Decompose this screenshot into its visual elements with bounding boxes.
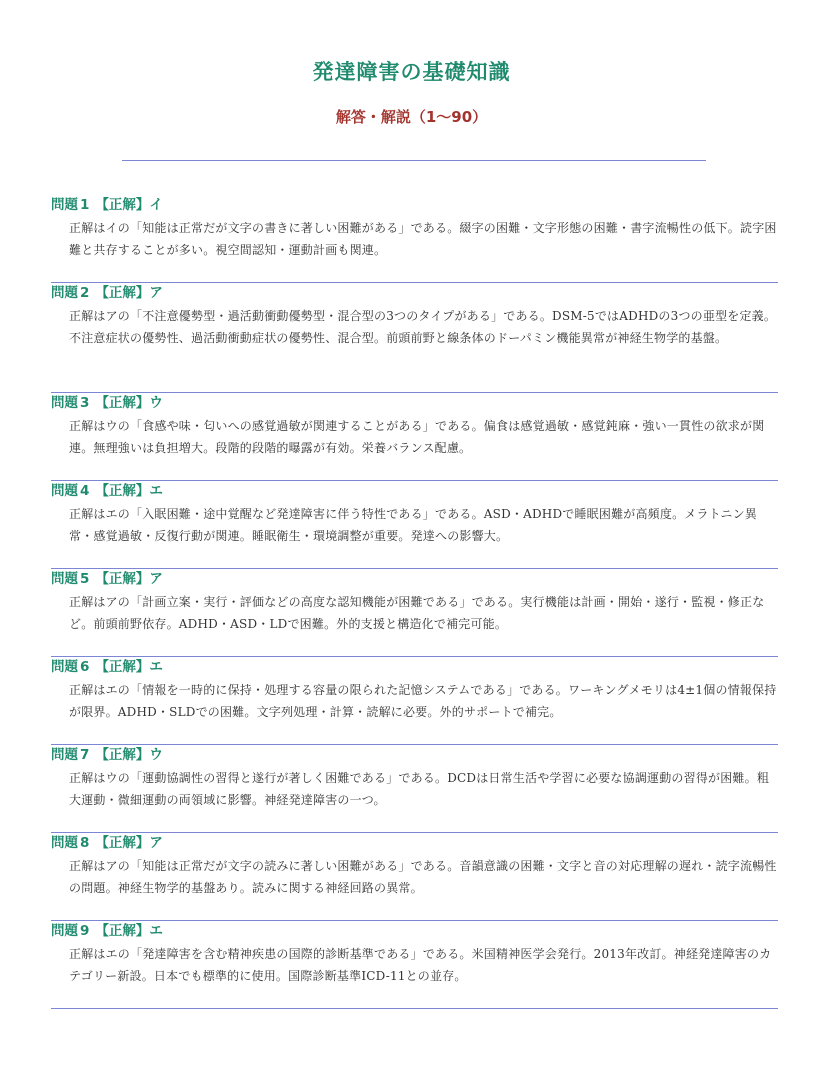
- question-number: 5: [80, 571, 90, 587]
- explanation-text: 正解はエの「情報を一時的に保持・処理する容量の限られた記憶システムである」である。ワーキングメモリは4±1個の情報保持が限界。ADHD・SLDでの困難。文字列処理・計算・読解に必要。外的サポートで補完。: [69, 683, 777, 719]
- answer-heading: [51, 394, 778, 414]
- correct-answer-tag: 【正解】エ: [95, 659, 163, 675]
- explanation-text: 正解はエの「入眠困難・途中覚醒など発達障害に伴う特性である」である。ASD・ADHDで睡眠困難が高頻度。メラトニン異常・感覚過敏・反復行動が関連。睡眠衛生・環境調整が重要。発達への影響大。: [69, 507, 758, 543]
- document-title: 発達障害の基礎知識: [312, 60, 511, 84]
- explanation-text: 正解はウの「運動協調性の習得と遂行が著しく困難である」である。DCDは日常生活や学習に必要な協調運動の習得が困難。粗大運動・微細運動の両領域に影響。神経発達障害の一つ。: [69, 771, 770, 807]
- question-label: 問題: [51, 923, 78, 939]
- question-number: 9: [80, 923, 90, 939]
- answer-heading: [51, 284, 778, 304]
- question-number: 1: [80, 197, 90, 213]
- answer-item-3: [51, 393, 778, 481]
- question-label: 問題: [51, 285, 78, 301]
- answer-item-8: [51, 833, 778, 921]
- correct-answer-tag: 【正解】ア: [95, 835, 163, 851]
- answer-heading: [51, 482, 778, 502]
- correct-answer-tag: 【正解】イ: [95, 197, 163, 213]
- answer-heading: [51, 922, 778, 942]
- answer-heading: [51, 570, 778, 590]
- answer-item-2: [51, 283, 778, 393]
- question-label: 問題: [51, 483, 78, 499]
- question-number: 6: [80, 659, 90, 675]
- answer-list: [51, 195, 778, 1009]
- document-subtitle: 解答・解説（1〜90）: [335, 108, 488, 126]
- question-number: 7: [80, 747, 90, 763]
- question-number: 4: [80, 483, 90, 499]
- correct-answer-tag: 【正解】ウ: [95, 395, 163, 411]
- answer-item-5: [51, 569, 778, 657]
- question-label: 問題: [51, 197, 78, 213]
- answer-item-7: [51, 745, 778, 833]
- correct-answer-tag: 【正解】エ: [95, 923, 163, 939]
- question-label: 問題: [51, 835, 78, 851]
- answer-heading: [51, 834, 778, 854]
- answer-heading: [51, 746, 778, 766]
- question-number: 8: [80, 835, 90, 851]
- question-label: 問題: [51, 395, 78, 411]
- question-number: 3: [80, 395, 90, 411]
- answer-heading: [51, 658, 778, 678]
- answer-item-4: [51, 481, 778, 569]
- answer-item-9: [51, 921, 778, 1009]
- question-label: 問題: [51, 747, 78, 763]
- correct-answer-tag: 【正解】ア: [95, 571, 163, 587]
- title-divider: [122, 160, 706, 161]
- question-label: 問題: [51, 659, 78, 675]
- question-label: 問題: [51, 571, 78, 587]
- correct-answer-tag: 【正解】ウ: [95, 747, 163, 763]
- answer-heading: [51, 196, 778, 216]
- explanation-text: 正解はエの「発達障害を含む精神疾患の国際的診断基準である」である。米国精神医学会発行。2013年改訂。神経発達障害のカテゴリー新設。日本でも標準的に使用。国際診断基準ICD-11との並存。: [69, 947, 772, 983]
- explanation-text: 正解はウの「食感や味・匂いへの感覚過敏が関連することがある」である。偏食は感覚過敏・感覚鈍麻・強い一貫性の欲求が関連。無理強いは負担増大。段階的段階的曝露が有効。栄養バランス配慮。: [69, 419, 765, 455]
- explanation-text: 正解はイの「知能は正常だが文字の書きに著しい困難がある」である。綴字の困難・文字形態の困難・書字流暢性の低下。読字困難と共存することが多い。視空間認知・運動計画も関連。: [69, 221, 777, 257]
- answer-item-1: [51, 195, 778, 283]
- explanation-text: 正解はアの「不注意優勢型・過活動衝動優勢型・混合型の3つのタイプがある」である。DSM-5ではADHDの3つの亜型を定義。不注意症状の優勢性、過活動衝動症状の優勢性、混合型。前頭前野と線条体のドーパミン機能異常が神経生物学的基盤。: [69, 309, 777, 345]
- correct-answer-tag: 【正解】ア: [95, 285, 163, 301]
- explanation-text: 正解はアの「知能は正常だが文字の読みに著しい困難がある」である。音韻意識の困難・文字と音の対応理解の遅れ・読字流暢性の問題。神経生物学的基盤あり。読みに関する神経回路の異常。: [69, 859, 777, 895]
- correct-answer-tag: 【正解】エ: [95, 483, 163, 499]
- explanation-text: 正解はアの「計画立案・実行・評価などの高度な認知機能が困難である」である。実行機能は計画・開始・遂行・監視・修正など。前頭前野依存。ADHD・ASD・LDで困難。外的支援と構造化で補完可能。: [69, 595, 765, 631]
- question-number: 2: [80, 285, 90, 301]
- answer-item-6: [51, 657, 778, 745]
